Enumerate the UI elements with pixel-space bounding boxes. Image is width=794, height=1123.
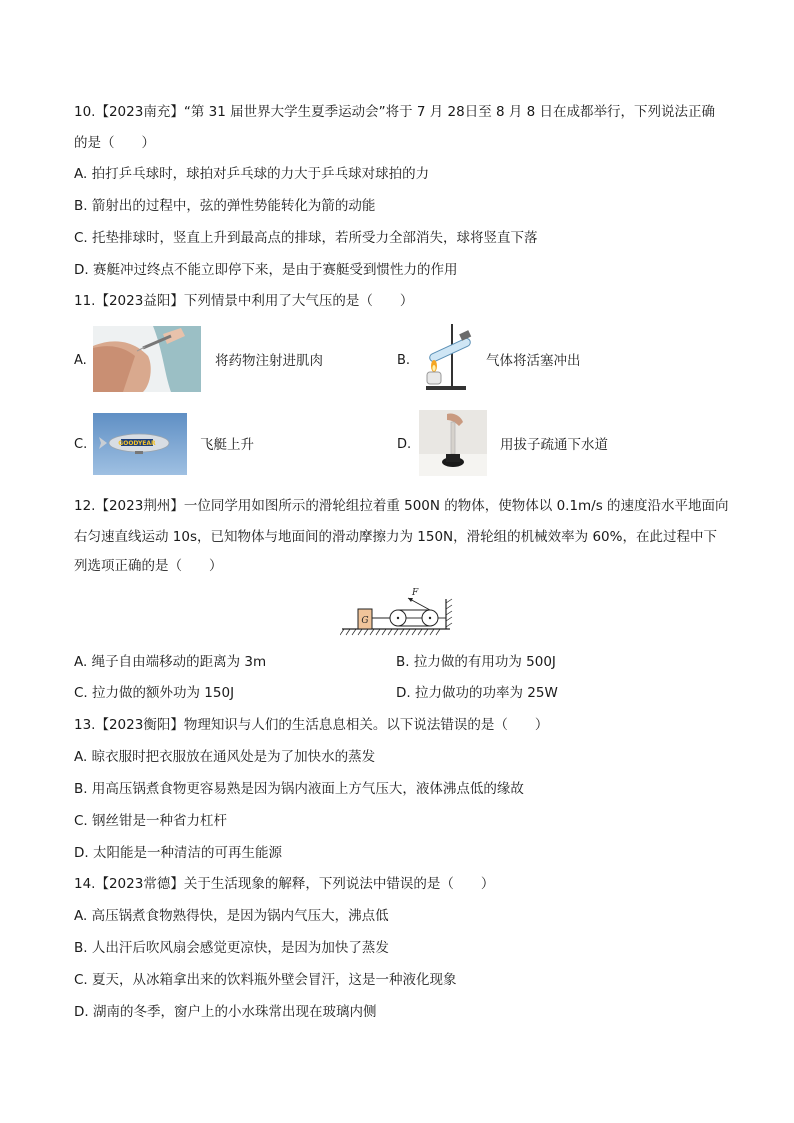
q13-option-d: D. 太阳能是一种清洁的可再生能源	[74, 845, 282, 861]
pulley-system-diagram	[340, 585, 454, 637]
q13-stem: 13.【2023衡阳】物理知识与人们的生活息息相关。以下说法错误的是（ ）	[74, 717, 549, 733]
q13-option-c: C. 钢丝钳是一种省力杠杆	[74, 813, 228, 829]
q11-option-b-caption: 气体将活塞冲出	[486, 353, 581, 369]
q10-option-c: C. 托垫排球时，竖直上升到最高点的排球，若所受力全部消失，球将竖直下落	[74, 230, 538, 246]
q14-option-d: D. 湖南的冬季，窗户上的小水珠常出现在玻璃内侧	[74, 1004, 377, 1020]
q11-option-c-caption: 飞艇上升	[200, 437, 254, 453]
q10-option-d: D. 赛艇冲过终点不能立即停下来，是由于赛艇受到惯性力的作用	[74, 262, 458, 278]
q13-option-b: B. 用高压锅煮食物更容易熟是因为锅内液面上方气压大，液体沸点低的缘故	[74, 781, 524, 797]
q11-option-d-caption: 用拔子疏通下水道	[500, 437, 608, 453]
q10-option-b: B. 箭射出的过程中，弦的弹性势能转化为箭的动能	[74, 198, 376, 214]
plunger-photo-icon	[419, 410, 487, 476]
q10-stem-line2: 的是（ ）	[74, 135, 155, 151]
force-label: F	[412, 588, 419, 598]
q12-option-c: C. 拉力做的额外功为 150J	[74, 685, 235, 701]
q11-option-d-label: D.	[397, 437, 412, 452]
q12-stem-line2: 右匀速直线运动 10s，已知物体与地面间的滑动摩擦力为 150N，滑轮组的机械效率为 60%，在此过程中下	[74, 529, 717, 545]
q14-option-a: A. 高压锅煮食物熟得快，是因为锅内气压大，沸点低	[74, 908, 389, 924]
q11-option-c-label: C.	[74, 437, 88, 452]
q10-option-a: A. 拍打乒乓球时，球拍对乒乓球的力大于乒乓球对球拍的力	[74, 166, 430, 182]
q12-option-a: A. 绳子自由端移动的距离为 3m	[74, 654, 267, 670]
q14-stem: 14.【2023常德】关于生活现象的解释，下列说法中错误的是（ ）	[74, 876, 495, 892]
q11-option-a-caption: 将药物注射进肌肉	[215, 353, 323, 369]
q10-stem-line1: 10.【2023南充】“第 31 届世界大学生夏季运动会”将于 7 月 28日至 8 月 8 日在成都举行，下列说法正确	[74, 104, 716, 120]
q12-stem-line3: 列选项正确的是（ ）	[74, 558, 223, 574]
q12-option-d: D. 拉力做功的功率为 25W	[396, 685, 558, 701]
q12-stem-line1: 12.【2023荆州】一位同学用如图所示的滑轮组拉着重 500N 的物体，使物体以 0.1m/s 的速度沿水平地面向	[74, 498, 729, 514]
q14-option-c: C. 夏天，从冰箱拿出来的饮料瓶外壁会冒汗，这是一种液化现象	[74, 972, 457, 988]
q11-option-a-label: A.	[74, 353, 87, 368]
q13-option-a: A. 晾衣服时把衣服放在通风处是为了加快水的蒸发	[74, 749, 376, 765]
q11-option-b-label: B.	[397, 353, 411, 368]
airship-photo-icon	[93, 413, 187, 475]
test-tube-burner-photo-icon	[412, 322, 480, 392]
q12-option-b: B. 拉力做的有用功为 500J	[396, 654, 556, 670]
block-label: G	[361, 616, 369, 626]
injection-photo-icon	[93, 326, 201, 392]
airship-text: GOODYEAR	[118, 440, 156, 447]
q11-stem: 11.【2023益阳】下列情景中利用了大气压的是（ ）	[74, 293, 414, 309]
q14-option-b: B. 人出汗后吹风扇会感觉更凉快，是因为加快了蒸发	[74, 940, 389, 956]
